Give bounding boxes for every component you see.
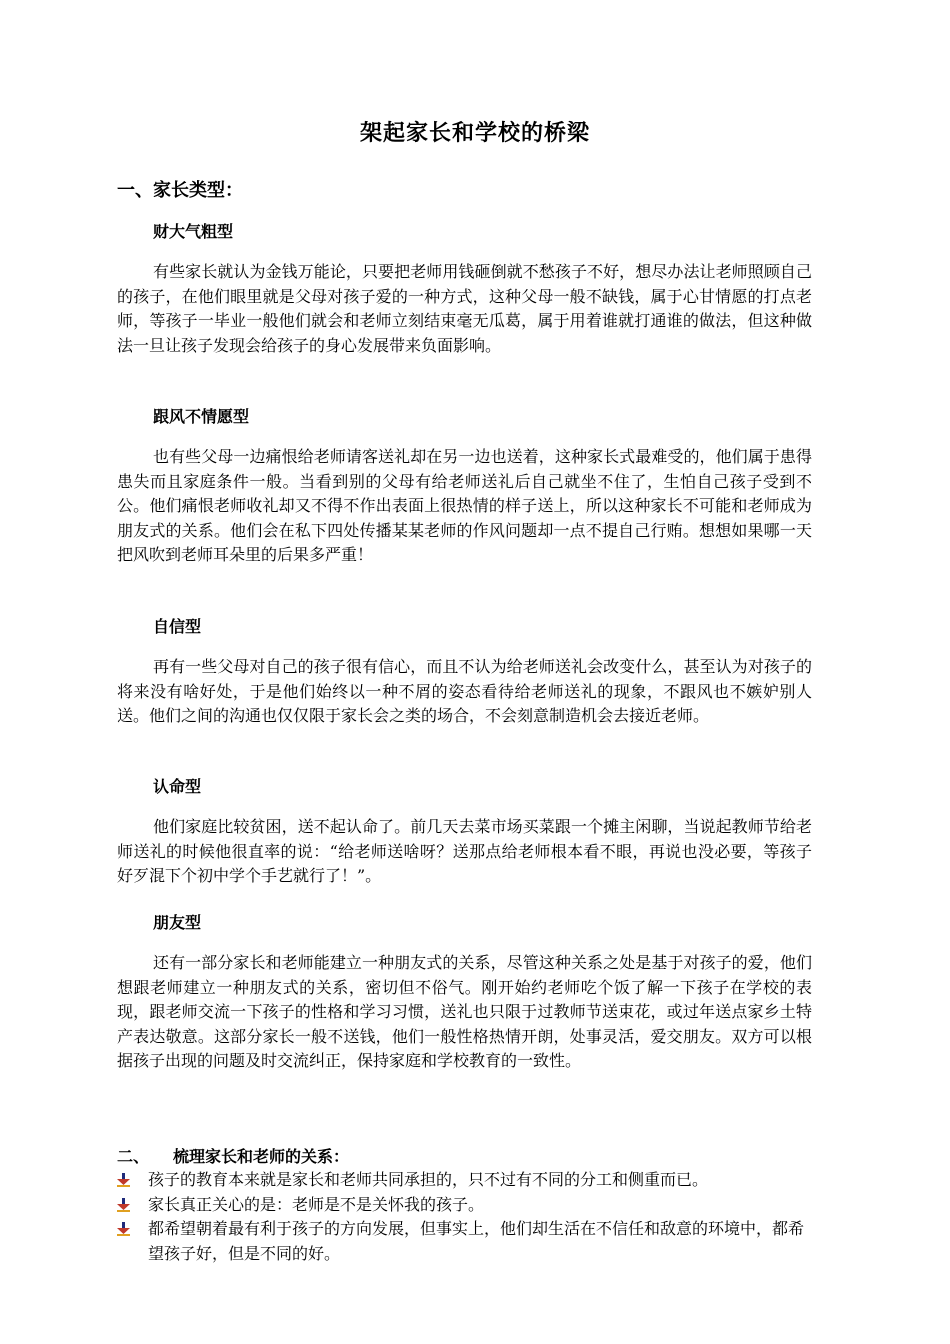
- type-paragraph-resigned: 他们家庭比较贫困，送不起认命了。前几天去菜市场买菜跟一个摊主闲聊，当说起教师节给老师送礼的时候他很直率的说：“给老师送啥呀？送那点给老师根本看不眼，再说也没必要，等孩子好歹混下个初中学个手艺就行了！”。: [117, 817, 812, 886]
- type-heading-resigned: 认命型: [153, 777, 202, 796]
- type-heading-friend: 朋友型: [153, 913, 202, 932]
- list-item: [117, 1193, 817, 1218]
- type-paragraph-rich: 有些家长就认为金钱万能论，只要把老师用钱砸倒就不愁孩子不好，想尽办法让老师照顾自己的孩子，在他们眼里就是父母对孩子爱的一种方式，这种父母一般不缺钱，属于心甘情愿的打点老师，等孩子一毕业一般他们就会和老师立刻结束毫无瓜葛，属于用着谁就打通谁的做法，但这种做法一旦让孩子发现会给孩子的身心发展带来负面影响。: [117, 262, 812, 355]
- relationship-list: [117, 1168, 817, 1266]
- list-item-text: 孩子的教育本来就是家长和老师共同承担的，只不过有不同的分工和侧重而已。: [148, 1170, 709, 1189]
- type-heading-rich: 财大气粗型: [153, 222, 234, 241]
- section2-number: 二、: [117, 1147, 150, 1166]
- section1-heading: 一、家长类型：: [117, 180, 243, 201]
- list-item: [117, 1217, 817, 1266]
- type-heading-confident: 自信型: [153, 617, 202, 636]
- section2-heading: [117, 1144, 349, 1167]
- arrow-down-icon: [117, 1198, 130, 1212]
- list-item-text: 都希望朝着最有利于孩子的方向发展，但事实上，他们却生活在不信任和敌意的环境中，都希望孩子好，但是不同的好。: [148, 1219, 805, 1263]
- type-paragraph-confident: 再有一些父母对自己的孩子很有信心，而且不认为给老师送礼会改变什么，甚至认为对孩子的将来没有啥好处，于是他们始终以一种不屑的姿态看待给老师送礼的现象，不跟风也不嫉妒别人送。他们之间的沟通也仅仅限于家长会之类的场合，不会刻意制造机会去接近老师。: [117, 657, 812, 726]
- list-item-text: 家长真正关心的是：老师是不是关怀我的孩子。: [148, 1194, 485, 1214]
- section2-title: 梳理家长和老师的关系：: [173, 1147, 350, 1166]
- type-paragraph-follower: 也有些父母一边痛恨给老师请客送礼却在另一边也送着，这种家长式最难受的，他们属于患得患失而且家庭条件一般。当看到别的父母有给老师送礼后自己就坐不住了，生怕自己孩子受到不公。他们痛恨老师收礼却又不得不作出表面上很热情的样子送上，所以这种家长不可能和老师成为朋友式的关系。他们会在私下四处传播某某老师的作风问题却一点不提自己行贿。想想如果哪一天把风吹到老师耳朵里的后果多严重！: [117, 447, 812, 565]
- list-item: [117, 1168, 817, 1193]
- type-paragraph-friend: 还有一部分家长和老师能建立一种朋友式的关系，尽管这种关系之处是基于对孩子的爱，他们想跟老师建立一种朋友式的关系，密切但不俗气。刚开始约老师吃个饭了解一下孩子在学校的表现，跟老师交流一下孩子的性格和学习习惯，送礼也只限于过教师节送束花，或过年送点家乡土特产表达敬意。这部分家长一般不送钱，他们一般性格热情开朗，处事灵活，爱交朋友。双方可以根据孩子出现的问题及时交流纠正，保持家庭和学校教育的一致性。: [117, 953, 812, 1071]
- arrow-down-icon: [117, 1173, 130, 1187]
- arrow-down-icon: [117, 1222, 130, 1236]
- type-heading-follower: 跟风不情愿型: [153, 407, 250, 426]
- document-title: 架起家长和学校的桥梁: [359, 120, 590, 146]
